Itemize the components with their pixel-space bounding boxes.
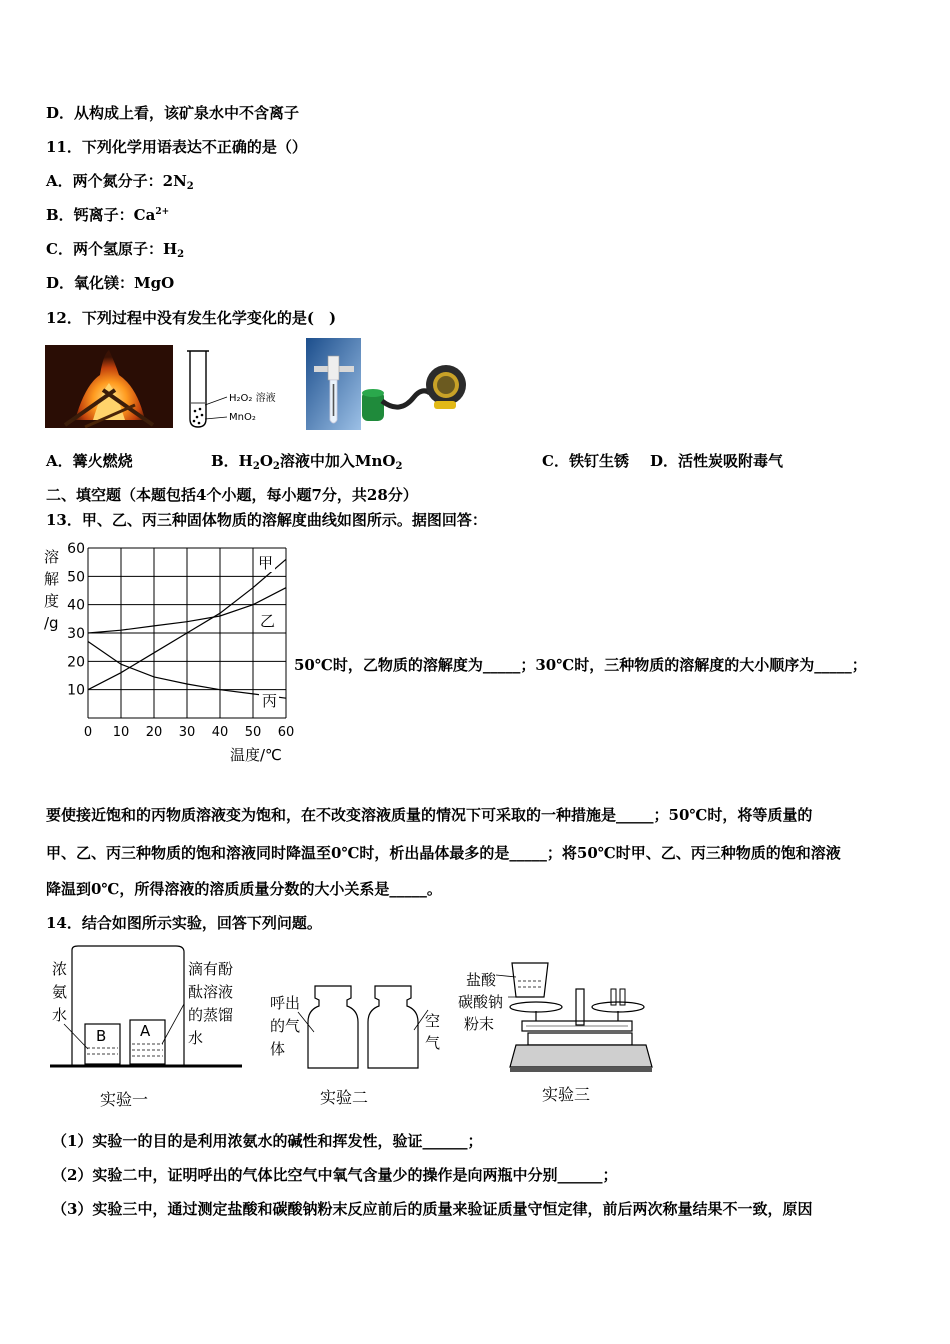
experiment-1-caption: 实验一 [100,1090,149,1109]
test-tube-diagram [185,347,305,436]
experiment-2-caption: 实验二 [320,1088,369,1107]
exp3-label-3: 粉末 [464,1015,495,1033]
gas-mask-image [360,357,472,431]
x-tick-label: 40 [211,725,229,740]
x-axis-label: 温度/℃ [230,746,282,764]
q12-option-a: A．篝火燃烧 [46,452,133,470]
q13-para-3: 降温到0℃，所得溶液的溶质质量分数的大小关系是_____。 [46,880,442,898]
exp2-left-label-3: 体 [270,1040,286,1058]
series-label: 乙 [260,612,276,630]
y-tick-label: 30 [67,626,85,642]
y-tick-label: 20 [67,654,85,671]
q13-side-text: 50℃时，乙物质的溶解度为_____；30℃时，三种物质的溶解度的大小顺序为_____； [294,656,867,674]
experiment-2-diagram [268,982,448,1116]
q11-option-b: B．钙离子：$Ca^{2+}$ [46,206,170,224]
q13-stem: 13．甲、乙、丙三种固体物质的溶解度曲线如图所示。据图回答： [46,511,487,529]
exp1-left-label-1: 浓 [52,960,68,978]
exp1-right-label-2: 酞溶液 [188,983,234,1001]
q12-stem: 12．下列过程中没有发生化学变化的是( ) [46,309,337,327]
y-tick-label: 50 [67,569,85,586]
exp1-right-label-1: 滴有酚 [188,960,234,978]
x-tick-label: 10 [112,725,130,740]
experiment-3-diagram [456,955,656,1114]
exp1-left-label-2: 氨 [52,983,68,1001]
iron-nail-image [306,338,361,434]
section-2-title: 二、填空题（本题包括4个小题，每小题7分，共28分） [46,486,418,504]
y-tick-label: 40 [67,597,85,614]
y-tick-label: 10 [67,682,85,699]
beaker-a-label: A [140,1022,151,1040]
solubility-chart [42,538,300,770]
exp3-label-2: 碳酸钠 [458,993,504,1011]
q14-stem: 14．结合如图所示实验，回答下列问题。 [46,914,322,932]
x-tick-label: 0 [83,725,93,740]
q11-option-c: C．两个氢原子：$H_2$ [46,240,185,260]
q13-para-2: 甲、乙、丙三种物质的饱和溶液同时降温至0℃时，析出晶体最多的是_____；将50℃时甲、乙、丙三种物质的饱和溶液 [46,844,841,862]
q11-option-a: A．两个氮分子：$2N_2$ [46,172,194,192]
y-axis-label: /g [44,614,59,632]
series-label: 甲 [258,554,274,572]
q10-option-d: D．从构成上看，该矿泉水中不含离子 [46,104,300,122]
q11-option-d: D．氧化镁：MgO [46,274,175,292]
q12-option-d: D．活性炭吸附毒气 [650,452,784,470]
experiment-3-caption: 实验三 [542,1085,591,1104]
q12-option-b: B．$H_2O_2$溶液中加入MnO$_2$ [211,452,403,472]
q14-sub-1: （1）实验一的目的是利用浓氨水的碱性和挥发性，验证______； [52,1132,483,1150]
bonfire-image [45,345,173,432]
q13-para-1: 要使接近饱和的丙物质溶液变为饱和，在不改变溶液质量的情况下可采取的一种措施是_____；50℃时，将等质量的 [46,806,813,824]
y-tick-label: 60 [67,541,85,557]
beaker-b-label: B [96,1027,107,1045]
exp2-right-label-2: 气 [425,1034,441,1052]
tube-label-h2o2: H₂O₂ 溶液 [229,393,276,404]
x-tick-label: 20 [145,725,163,740]
q12-option-c: C．铁钉生锈 [542,452,629,470]
exp1-right-label-3: 的蒸馏 [188,1006,234,1024]
exp1-right-label-4: 水 [188,1029,204,1047]
x-tick-label: 60 [277,725,295,740]
x-tick-label: 50 [244,725,262,740]
exp2-left-label-2: 的气 [270,1017,301,1035]
y-axis-label: 溶 [44,548,60,566]
q14-sub-3: （3）实验三中，通过测定盐酸和碳酸钠粉末反应前后的质量来验证质量守恒定律，前后两次称量结果不一致，原因 [52,1200,813,1218]
q14-sub-2: （2）实验二中，证明呼出的气体比空气中氧气含量少的操作是向两瓶中分别______； [52,1166,618,1184]
exp3-label-1: 盐酸 [466,971,497,989]
y-axis-label: 度 [44,592,60,610]
y-axis-label: 解 [44,570,60,588]
exp1-left-label-3: 水 [52,1006,68,1024]
tube-label-mno2: MnO₂ [229,412,256,423]
exp2-right-label-1: 空 [425,1012,441,1030]
exp2-left-label-1: 呼出 [270,994,301,1012]
experiment-1-diagram [50,944,250,1118]
series-label: 丙 [262,692,278,710]
x-tick-label: 30 [178,725,196,740]
q11-stem: 11．下列化学用语表达不正确的是（） [46,138,307,156]
